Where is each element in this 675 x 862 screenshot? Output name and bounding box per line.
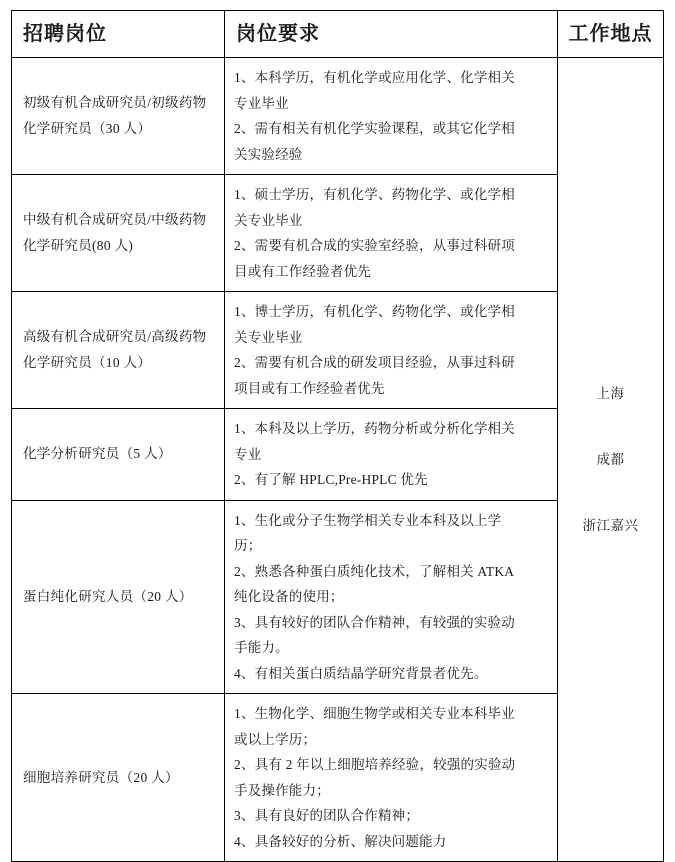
position-label: 中级有机合成研究员/中级药物化学研究员(80 人) bbox=[23, 212, 207, 253]
requirement-line: 2、需要有机合成的研发项目经验，从事过科研 bbox=[234, 355, 515, 370]
location-list bbox=[558, 384, 663, 536]
table-row bbox=[12, 58, 664, 175]
position-label: 细胞培养研究员（20 人） bbox=[23, 769, 179, 785]
requirements-list bbox=[225, 58, 557, 174]
position-label: 初级有机合成研究员/初级药物化学研究员（30 人） bbox=[23, 95, 207, 136]
requirements-cell bbox=[225, 292, 558, 409]
requirement-line: 2、有了解 HPLC,Pre-HPLC 优先 bbox=[234, 472, 428, 487]
requirement-line: 历； bbox=[234, 538, 262, 553]
requirement-line: 项目或有工作经验者优先 bbox=[234, 380, 385, 396]
requirements-list bbox=[225, 694, 557, 861]
requirement-line: 手能力。 bbox=[234, 640, 289, 655]
requirement-line: 2、具有 2 年以上细胞培养经验，较强的实验动 bbox=[234, 757, 516, 772]
requirement-line: 关专业毕业 bbox=[234, 212, 303, 228]
location-item: 浙江嘉兴 bbox=[582, 517, 639, 533]
requirement-line: 目或有工作经验者优先 bbox=[234, 263, 371, 279]
requirement-line: 2、熟悉各种蛋白质纯化技术，了解相关 ATKA bbox=[234, 563, 515, 579]
requirement-line: 1、本科学历，有机化学或应用化学、化学相关 bbox=[234, 70, 515, 85]
location-cell bbox=[558, 58, 664, 862]
position-label: 蛋白纯化研究人员（20 人） bbox=[23, 588, 193, 604]
header-requirements-label: 岗位要求 bbox=[236, 23, 320, 45]
requirement-line: 或以上学历； bbox=[234, 731, 317, 747]
requirements-cell bbox=[225, 694, 558, 862]
requirement-line: 1、博士学历，有机化学、药物化学、或化学相 bbox=[234, 304, 515, 319]
position-cell bbox=[12, 58, 225, 175]
position-cell bbox=[12, 292, 225, 409]
requirements-cell bbox=[225, 409, 558, 501]
position-cell bbox=[12, 409, 225, 501]
header-position bbox=[12, 11, 225, 58]
header-position-label: 招聘岗位 bbox=[23, 23, 107, 45]
requirements-cell bbox=[225, 500, 558, 694]
table-body bbox=[12, 58, 664, 862]
requirement-line: 1、生化或分子生物学相关专业本科及以上学 bbox=[234, 512, 502, 528]
requirement-line: 专业毕业 bbox=[234, 95, 289, 111]
requirements-list bbox=[225, 409, 557, 500]
header-row bbox=[12, 11, 664, 58]
job-listing-table bbox=[11, 10, 664, 862]
requirements-list bbox=[225, 501, 557, 694]
location-item: 上海 bbox=[596, 385, 625, 401]
requirement-line: 4、有相关蛋白质结晶学研究背景者优先。 bbox=[234, 665, 488, 681]
requirement-line: 4、具备较好的分析、解决问题能力 bbox=[234, 833, 447, 849]
requirement-line: 纯化设备的使用； bbox=[234, 589, 344, 604]
header-requirements bbox=[225, 11, 558, 58]
location-item: 成都 bbox=[596, 451, 625, 467]
position-label: 高级有机合成研究员/高级药物化学研究员（10 人） bbox=[23, 329, 207, 370]
requirement-line: 专业 bbox=[234, 446, 262, 462]
table-header bbox=[12, 11, 664, 58]
requirement-line: 3、具有良好的团队合作精神； bbox=[234, 808, 420, 823]
requirement-line: 1、生物化学、细胞生物学或相关专业本科毕业 bbox=[234, 706, 515, 721]
requirements-list bbox=[225, 292, 557, 408]
requirements-cell bbox=[225, 58, 558, 175]
requirements-list bbox=[225, 175, 557, 291]
position-cell bbox=[12, 500, 225, 694]
position-cell bbox=[12, 175, 225, 292]
requirement-line: 1、硕士学历，有机化学、药物化学、或化学相 bbox=[234, 187, 515, 202]
position-label: 化学分析研究员（5 人） bbox=[23, 446, 172, 462]
header-location bbox=[558, 11, 664, 58]
requirement-line: 关专业毕业 bbox=[234, 329, 303, 345]
requirement-line: 1、本科及以上学历，药物分析或分析化学相关 bbox=[234, 421, 515, 436]
header-location-label: 工作地点 bbox=[568, 23, 653, 45]
requirement-line: 关实验经验 bbox=[234, 146, 303, 162]
requirement-line: 3、具有较好的团队合作精神，有较强的实验动 bbox=[234, 614, 515, 630]
requirement-line: 2、需有相关有机化学实验课程，或其它化学相 bbox=[234, 121, 515, 136]
requirement-line: 手及操作能力； bbox=[234, 782, 330, 798]
position-cell bbox=[12, 694, 225, 862]
requirement-line: 2、需要有机合成的实验室经验，从事过科研项 bbox=[234, 238, 515, 253]
requirements-cell bbox=[225, 175, 558, 292]
